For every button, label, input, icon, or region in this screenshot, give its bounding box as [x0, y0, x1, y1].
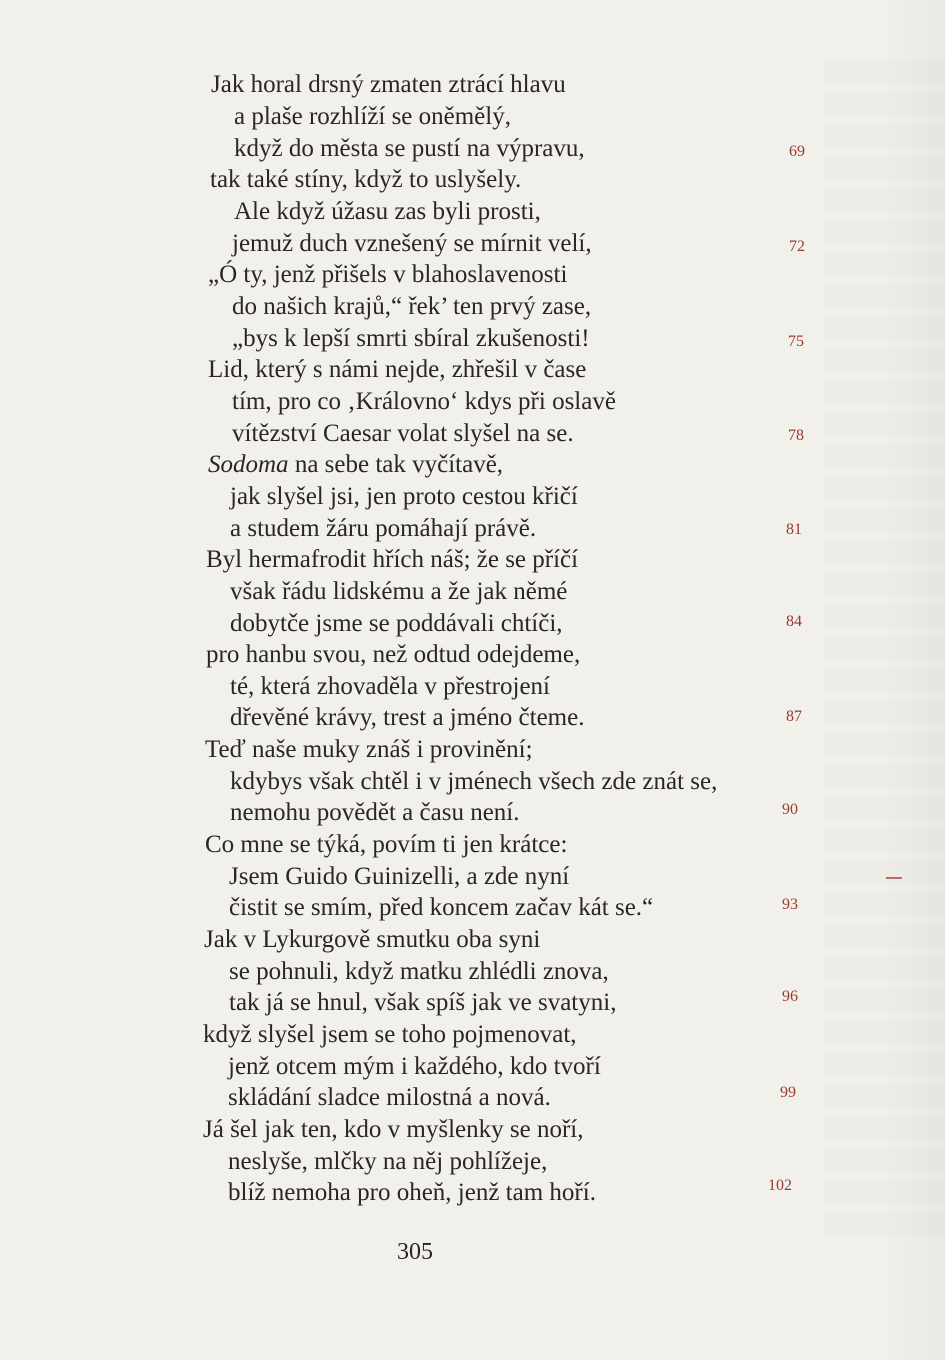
verse-line: Já šel jak ten, kdo v myšlenky se noří, [203, 1116, 584, 1143]
verse-line: nemohu povědět a času není. [230, 799, 520, 826]
verse-line: dřevěné krávy, trest a jméno čteme. [230, 704, 585, 731]
line-number: 102 [768, 1177, 792, 1194]
line-number: 78 [788, 427, 804, 444]
verse-line [208, 452, 503, 477]
line-number: 75 [788, 333, 804, 350]
line-number: 69 [789, 143, 805, 160]
verse-line: vítězství Caesar volat slyšel na se. [232, 420, 574, 447]
verse-line: když slyšel jsem se toho pojmenovat, [203, 1021, 577, 1048]
verse-line: a plaše rozhlíží se oněmělý, [234, 103, 511, 130]
verse-line: Teď naše muky znáš i provinění; [205, 736, 533, 763]
page-number: 305 [397, 1239, 433, 1265]
line-number: 90 [782, 801, 798, 818]
verse-line: jemuž duch vznešený se mírnit velí, [232, 230, 592, 257]
verse-line: Jak v Lykurgově smutku oba syni [204, 926, 541, 953]
line-number: 96 [782, 988, 798, 1005]
verse-line: té, která zhovaděla v přestrojení [230, 673, 550, 700]
verse-line: Lid, který s námi nejde, zhřešil v čase [208, 356, 587, 383]
verse-line: do našich krajů,“ řek’ ten prvý zase, [232, 293, 592, 320]
verse-line: dobytče jsme se poddávali chtíči, [230, 610, 563, 637]
verse-line: čistit se smím, před koncem začav kát se.“ [229, 894, 654, 921]
margin-mark [886, 877, 902, 879]
line-number: 93 [782, 896, 798, 913]
verse-line: Jsem Guido Guinizelli, a zde nyní [229, 863, 570, 890]
verse-line: a studem žáru pomáhají právě. [230, 515, 537, 542]
verse-line: tak také stíny, když to uslyšely. [210, 166, 522, 193]
verse-line: kdybys však chtěl i v jménech všech zde znát se, [230, 768, 718, 795]
verse-line: neslyše, mlčky na něj pohlížeje, [228, 1148, 548, 1175]
verse-line: „bys k lepší smrti sbíral zkušenosti! [232, 325, 590, 352]
verse-line: blíž nemoha pro oheň, jenž tam hoří. [228, 1179, 596, 1206]
line-number: 84 [786, 613, 802, 630]
line-number: 72 [789, 238, 805, 255]
verse-line: „Ó ty, jenž přišels v blahoslavenosti [208, 261, 568, 288]
verse-line: Ale když úžasu zas byli prosti, [234, 198, 541, 225]
verse-line: Co mne se týká, povím ti jen krátce: [205, 831, 568, 858]
italic-word: Sodoma [208, 451, 289, 478]
verse-line: jak slyšel jsi, jen proto cestou křičí [230, 483, 578, 510]
verse-line: jenž otcem mým i každého, kdo tvoří [228, 1053, 601, 1080]
verse-line: skládání sladce milostná a nová. [228, 1084, 551, 1111]
verse-line: když do města se pustí na výpravu, [234, 135, 585, 162]
line-number: 87 [786, 708, 802, 725]
verse-line: tak já se hnul, však spíš jak ve svatyni, [229, 989, 617, 1016]
verse-line: však řádu lidskému a že jak němé [230, 578, 568, 605]
line-number: 99 [780, 1084, 796, 1101]
verse-line: pro hanbu svou, než odtud odejdeme, [206, 641, 581, 668]
verse-line: Jak horal drsný zmaten ztrácí hlavu [211, 71, 566, 98]
line-number: 81 [786, 521, 802, 538]
verse-line: Byl hermafrodit hřích náš; že se příčí [206, 546, 579, 573]
verse-line: tím, pro co ‚Královno‘ kdys při oslavě [232, 388, 616, 415]
verse-line: se pohnuli, když matku zhlédli znova, [229, 958, 609, 985]
paper-show-through [825, 60, 945, 1240]
verse-line-rest: na sebe tak vyčítavě, [294, 451, 504, 478]
